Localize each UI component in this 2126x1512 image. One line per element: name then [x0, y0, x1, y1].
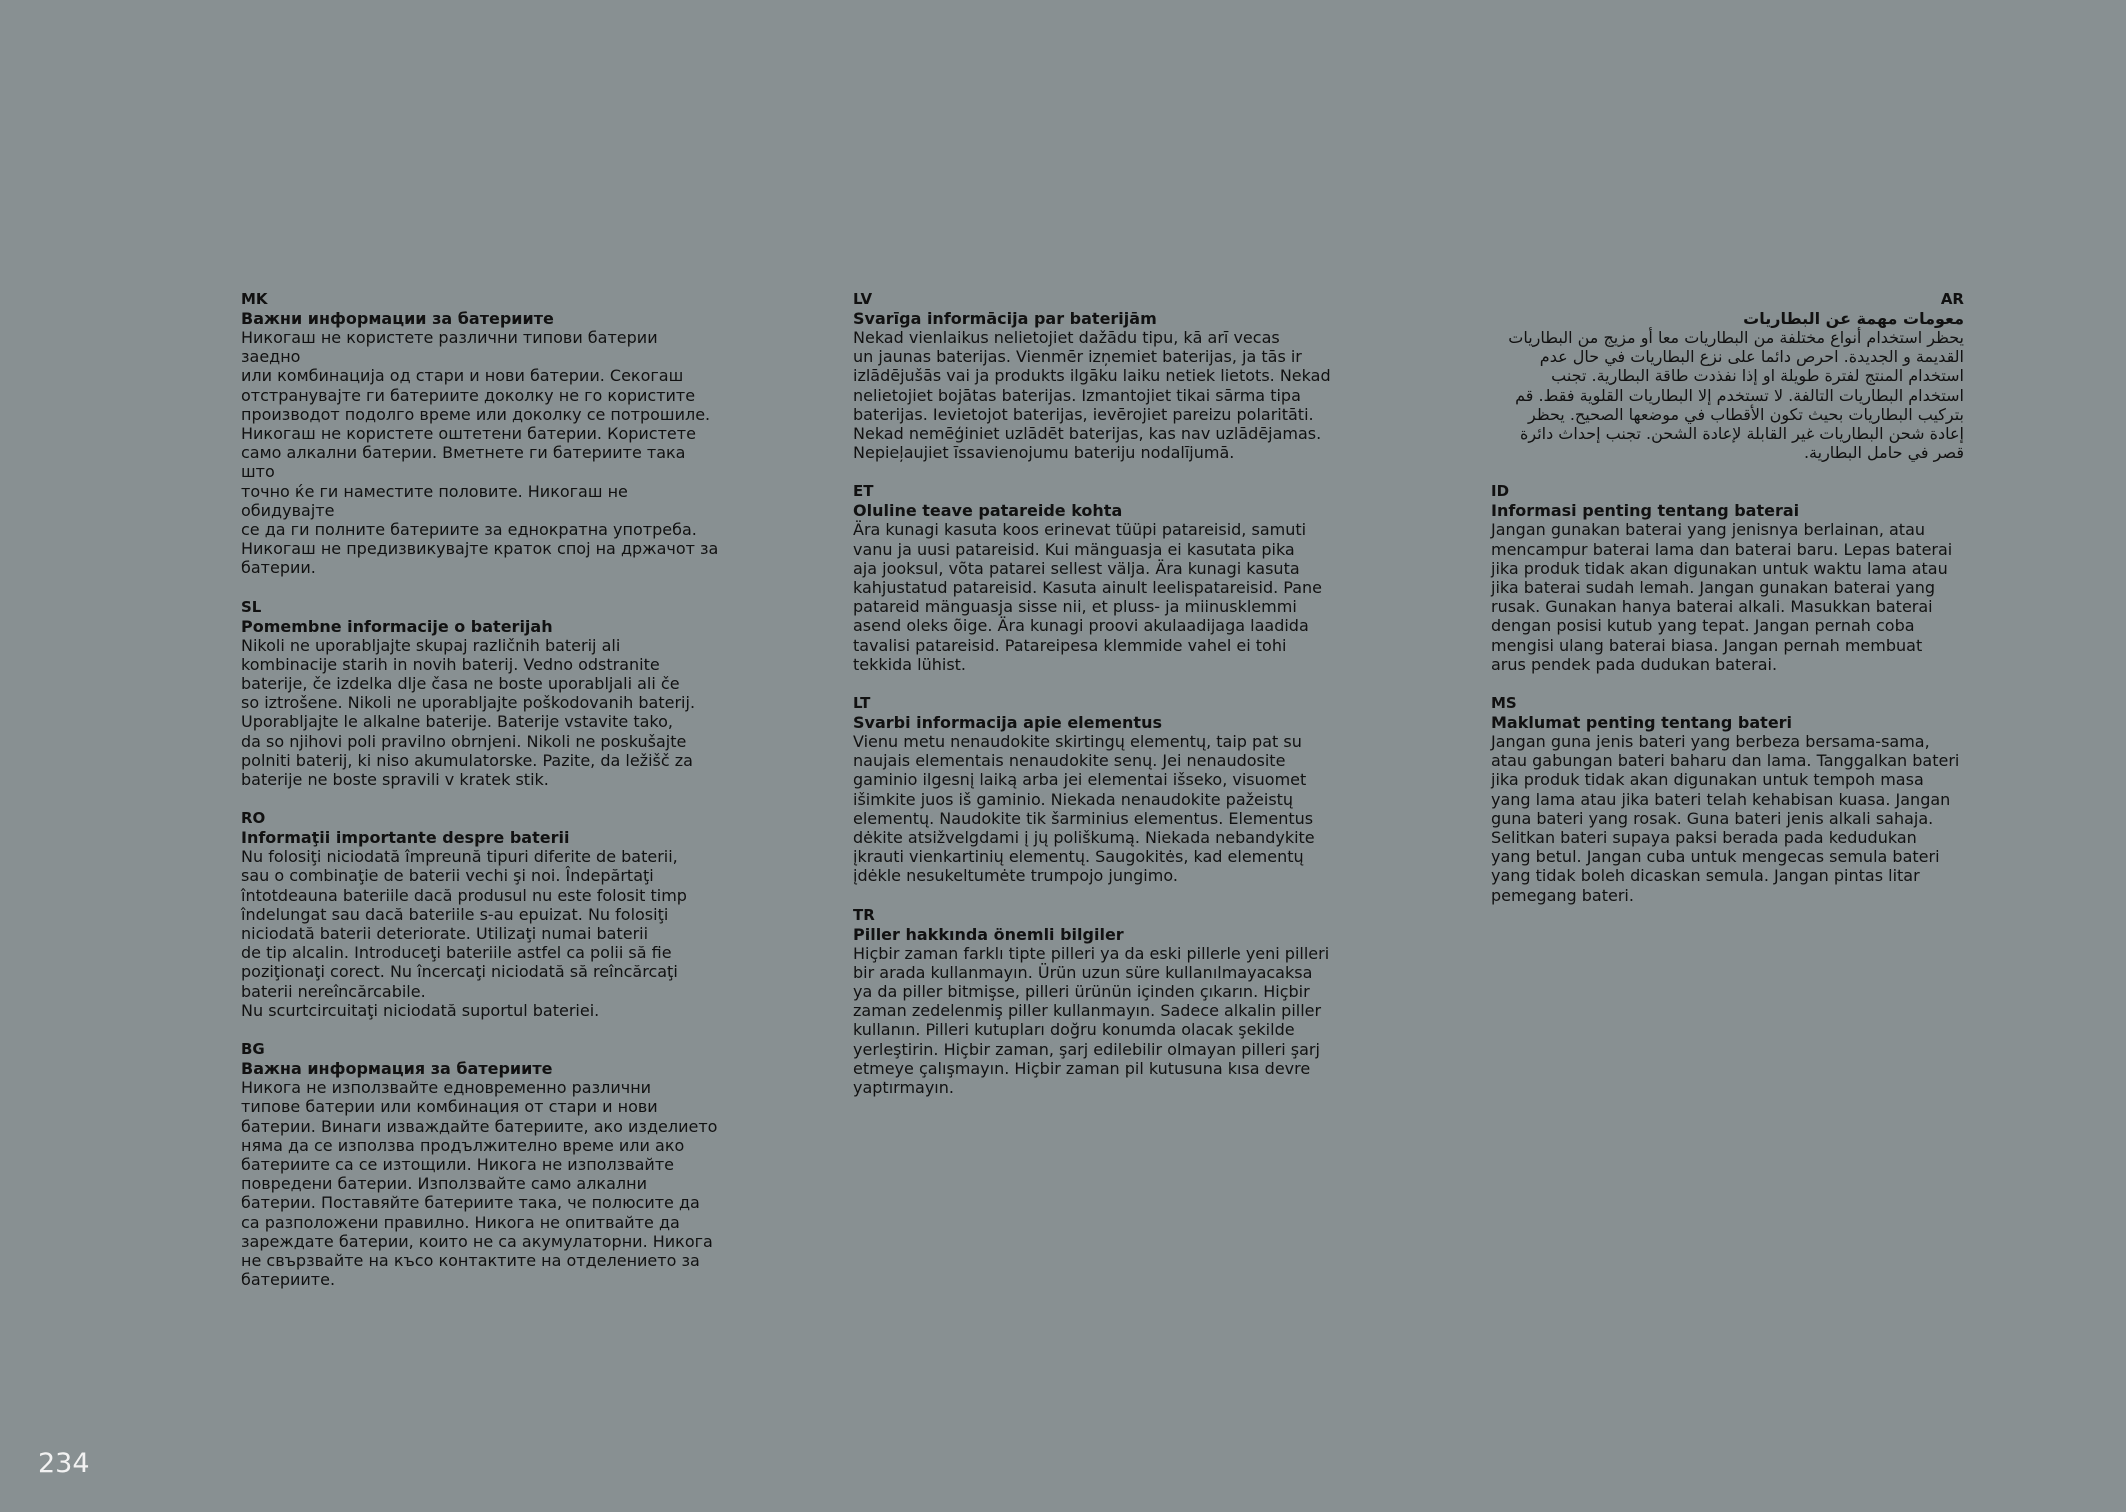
language-code: LV — [853, 290, 873, 308]
section-bg — [241, 1040, 721, 1289]
section-title: Informasi penting tentang baterai — [1491, 501, 1800, 521]
section-title: Informaţii importante despre baterii — [241, 828, 570, 848]
section-title: Oluline teave patareide kohta — [853, 501, 1123, 521]
section-body: Никогаш не користете различни типови батерии заедно или комбинација од стари и нови батерии. Секогаш отстранувајте ги батериите доколку не го користите производот подолго време или доколку се потрошиле. Никогаш не користете оштетени батерии. Користете само алкални батерии. Вметнете ги батериите така што точно ќе ги наместите половите. Никогаш не обидувајте се да ги полните батериите за еднократна употреба. Никогаш не предизвикувајте краток спој на држачот за батерии. — [241, 328, 719, 578]
section-body: يحظر استخدام أنواع مختلفة من البطاريات معا أو مزيج من البطاريات القديمة و الجديدة. احرص دائما على نزع البطاريات في حال عدم استخدام المنتج لفترة طويلة او إذا نفذدت طاقة البطارية. تجنب استخدام البطاريات التالفة. لا تستخدم إلا البطاريات القلوية فقط. قم بتركيب البطاريات بحيث تكون الأقطاب في موضعها الصحيح. يحظر إعادة شحن البطاريات غير القابلة لإعادة الشحن. تجنب إحداث دائرة قصر في حامل البطارية. — [1508, 328, 1964, 463]
section-title: Piller hakkında önemli bilgiler — [853, 924, 1124, 944]
language-code: MK — [241, 290, 268, 308]
language-code: TR — [853, 905, 875, 924]
section-ms — [1491, 694, 1964, 905]
section-title: معومات مهمة عن البطاريات — [1743, 309, 1964, 328]
section-body: Vienu metu nenaudokite skirtingų elementų, taip pat su naujais elementais nenaudokite senų. Jei nenaudosite gaminio ilgesnį laiką arba jei elementai išseko, visuomet išimkite juos iš gaminio. Niekada nenaudokite pažeistų elementų. Naudokite tik šarminius elementus. Elementus dėkite atsižvelgdami į jų poliškumą. Niekada nebandykite įkrauti vienkartinių elementų. Saugokitės, kad elementų įdėkle nesukeltumėte trumpojo jungimo. — [853, 732, 1315, 886]
column-left — [241, 290, 721, 1309]
section-et — [853, 482, 1333, 674]
language-code: SL — [241, 597, 262, 616]
section-title: Maklumat penting tentang bateri — [1491, 713, 1793, 733]
section-title: Pomembne informacije o baterijah — [241, 616, 553, 636]
language-code: ET — [853, 482, 874, 501]
column-middle — [853, 290, 1333, 1117]
section-body: Ära kunagi kasuta koos erinevat tüüpi patareisid, samuti vanu ja uusi patareisid. Kui mänguasja ei kasutata pika aja jooksul, võta patarei sellest välja. Ära kunagi kasuta kahjustatud patareisid. Kasuta ainult leelispatareisid. Pane patareid mänguasja sisse nii, et pluss- ja miinusklemmi asend oleks õige. Ära kunagi proovi akulaadijaga laadida tavalisi patareisid. Patareipesa klemmide vahel ei tohi tekkida lühist. — [853, 520, 1322, 674]
section-body: Jangan gunakan baterai yang jenisnya berlainan, atau mencampur baterai lama dan baterai baru. Lepas baterai jika produk tidak akan digunakan untuk waktu lama atau jika baterai sudah lemah. Jangan gunakan baterai yang rusak. Gunakan hanya baterai alkali. Masukkan baterai dengan posisi kutub yang tepat. Jangan pernah coba mengisi ulang baterai biasa. Jangan pernah membuat arus pendek pada dudukan baterai. — [1491, 520, 1953, 674]
section-sl — [241, 598, 721, 790]
section-mk — [241, 290, 721, 578]
section-title: Важна информация за батериите — [241, 1059, 553, 1079]
section-ro — [241, 809, 721, 1020]
section-body: Hiçbir zaman farklı tipte pilleri ya da eski pillerle yeni pilleri bir arada kullanmayın. Ürün uzun süre kullanılmayacaksa ya da piller bitmişse, pilleri ürünün içinden çıkarın. Hiçbir zaman zedelenmiş piller kullanmayın. Sadece alkalin piller kullanın. Pilleri kutupları doğru konumda olacak şekilde yerleştirin. Hiçbir zaman, şarj edilebilir olmayan pilleri şarj etmeye çalışmayın. Hiçbir zaman pil kutusuna kısa devre yaptırmayın. — [853, 943, 1330, 1098]
section-title: Svarbi informacija apie elementus — [853, 713, 1162, 733]
column-right — [1491, 290, 1964, 925]
section-title: Важни информации за батериите — [241, 309, 554, 328]
language-code: MS — [1491, 694, 1517, 713]
page-number: 234 — [38, 1448, 90, 1479]
language-code: ID — [1491, 482, 1510, 501]
section-body: Nu folosiţi niciodată împreună tipuri diferite de baterii, sau o combinaţie de baterii vechi şi noi. Îndepărtaţi întotdeauna bateriile dacă produsul nu este folosit timp îndelungat sau dacă bateriile s-au epuizat. Nu folosiţi niciodată baterii deteriorate. Utilizaţi numai baterii de tip alcalin. Introduceţi bateriile astfel ca polii să fie poziţionaţi corect. Nu încercaţi niciodată să reîncărcaţi baterii nereîncărcabile. Nu scurtcircuitaţi niciodată suportul bateriei. — [241, 847, 687, 1020]
section-lt — [853, 694, 1333, 886]
language-code: AR — [1940, 290, 1964, 308]
section-body: Jangan guna jenis bateri yang berbeza bersama-sama, atau gabungan bateri baharu dan lama. Tanggalkan bateri jika produk tidak akan digunakan untuk tempoh masa yang lama atau jika bateri telah kehabisan kuasa. Jangan guna bateri yang rosak. Guna bateri jenis alkali sahaja. Selitkan bateri supaya paksi berada pada kedudukan yang betul. Jangan cuba untuk mengecas semula bateri yang tidak boleh dicaskan semula. Jangan pintas litar pemegang bateri. — [1491, 732, 1960, 905]
section-body: Никога не използвайте едновременно различни типове батерии или комбинация от стари и нови батерии. Винаги изваждайте батериите, ако изделието няма да се използва продължително време или ако батериите са се изтощили. Никога не използвайте повредени батерии. Използвайте само алкални батерии. Поставяйте батериите така, че полюсите да са разположени правилно. Никога не опитвайте да зареждате батерии, които не са акумулаторни. Никога не свързвайте на късо контактите на отделението за батериите. — [241, 1078, 718, 1290]
section-title: Svarīga informācija par baterijām — [853, 309, 1157, 328]
section-body: Nekad vienlaikus nelietojiet dažādu tipu, kā arī vecas un jaunas baterijas. Vienmēr izņemiet baterijas, ja tās ir izlādējušās vai ja produkts ilgāku laiku netiek lietots. Nekad nelietojiet bojātas baterijas. Izmantojiet tikai sārma tipa baterijas. Ievietojot baterijas, ievērojiet pareizu polaritāti. Nekad nemēģiniet uzlādēt baterijas, kas nav uzlādējamas. Nepieļaujiet īssavienojumu bateriju nodalījumā. — [853, 328, 1331, 463]
language-code: LT — [853, 694, 871, 713]
section-tr — [853, 906, 1333, 1098]
section-ar — [1491, 290, 1964, 462]
language-code: BG — [241, 1040, 265, 1059]
section-lv — [853, 290, 1333, 462]
section-body: Nikoli ne uporabljajte skupaj različnih baterij ali kombinacije starih in novih baterij. Vedno odstranite baterije, če izdelka dlje časa ne boste uporabljali ali če so iztrošene. Nikoli ne uporabljajte poškodovanih baterij. Uporabljajte le alkalne baterije. Baterije vstavite tako, da so njihovi poli pravilno obrnjeni. Nikoli ne poskušajte polniti baterij, ki niso akumulatorske. Pazite, da ležišč za baterije ne boste spravili v kratek stik. — [241, 635, 696, 790]
language-code: RO — [241, 809, 266, 828]
section-id — [1491, 482, 1964, 674]
